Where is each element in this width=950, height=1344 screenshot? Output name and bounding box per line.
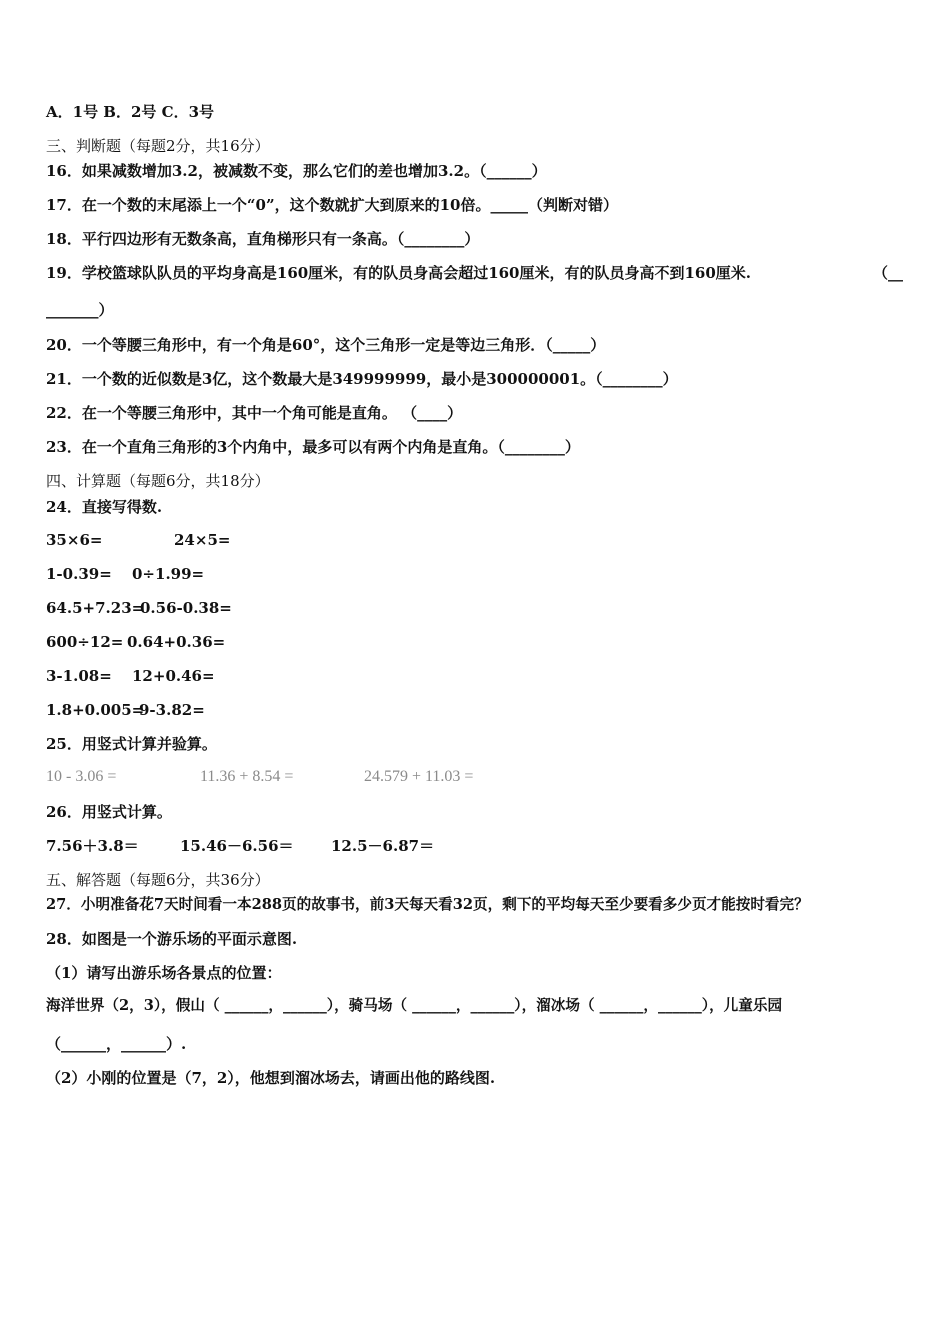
calc-row	[46, 700, 205, 720]
question-25-title: 25．用竖式计算并验算。	[46, 735, 217, 753]
question-20: 20．一个等腰三角形中，有一个角是60°，这个三角形一定是等边三角形．（_____）	[46, 336, 606, 354]
question-24-title: 24．直接写得数.	[46, 498, 163, 516]
question-28-part-2: （2）小刚的位置是（7，2），他想到溜冰场去，请画出他的路线图.	[46, 1069, 496, 1087]
question-22: 22．在一个等腰三角形中，其中一个角可能是直角。 （____）	[46, 404, 463, 422]
vertical-calc-item: 10 - 3.06 =	[46, 768, 117, 785]
question-18: 18．平行四边形有无数条高，直角梯形只有一条高。（________）	[46, 230, 480, 248]
calc-item: 3-1.08=	[46, 667, 112, 685]
calc-item: 0.56-0.38=	[140, 599, 232, 617]
question-17: 17．在一个数的末尾添上一个“0”，这个数就扩大到原来的10倍。_____（判断对错）	[46, 196, 618, 214]
question-26-title: 26．用竖式计算。	[46, 803, 172, 821]
vertical-calc-item: 15.46－6.56＝	[180, 837, 294, 855]
question-28-positions-line-1: 海洋世界（2，3），假山（ ______，______），骑马场（ ______，______），溜冰场（ ______，______），儿童乐园	[46, 997, 783, 1014]
question-19-blank-start: （__	[873, 264, 904, 282]
question-28-part-1: （1）请写出游乐场各景点的位置：	[46, 964, 282, 982]
vertical-calc-item: 11.36 + 8.54 =	[200, 768, 294, 785]
calc-item: 35×6=	[46, 531, 103, 549]
calc-item: 600÷12=	[46, 633, 124, 651]
question-19-line-1: 19．学校篮球队队员的平均身高是160厘米，有的队员身高会超过160厘米，有的队员身高不到160厘米.	[46, 264, 752, 282]
vertical-calc-item: 7.56＋3.8＝	[46, 837, 139, 855]
vertical-calc-item: 12.5－6.87＝	[331, 837, 435, 855]
question-28-positions-line-2: （______，______）.	[46, 1035, 187, 1053]
calc-item: 64.5+7.23=	[46, 599, 145, 617]
calc-item: 0÷1.99=	[132, 565, 205, 583]
calc-row	[46, 666, 215, 686]
q15-options: A．1号 B．2号 C．3号	[46, 103, 215, 121]
question-21: 21．一个数的近似数是3亿，这个数最大是349999999，最小是300000001。（________）	[46, 370, 678, 388]
question-25-items	[46, 766, 473, 788]
section-4-heading: 四、计算题（每题6分，共18分）	[46, 472, 270, 490]
calc-row	[46, 598, 232, 618]
question-27: 27．小明准备花7天时间看一本288页的故事书，前3天每天看32页，剩下的平均每天至少要看多少页才能按时看完？	[46, 896, 809, 913]
vertical-calc-item: 24.579 + 11.03 =	[364, 768, 474, 785]
calc-item: 0.64+0.36=	[127, 633, 226, 651]
calc-item: 24×5=	[174, 531, 231, 549]
calc-item: 1.8+0.005=	[46, 701, 145, 719]
section-3-heading: 三、判断题（每题2分，共16分）	[46, 137, 270, 155]
question-28-title: 28．如图是一个游乐场的平面示意图.	[46, 930, 298, 948]
question-19-line-2: _______）	[46, 301, 114, 319]
calc-item: 1-0.39=	[46, 565, 112, 583]
question-26-items	[46, 836, 434, 856]
calc-row	[46, 564, 204, 584]
calc-item: 9-3.82=	[139, 701, 205, 719]
calc-row	[46, 530, 230, 550]
calc-row	[46, 632, 225, 652]
question-16: 16．如果减数增加3.2，被减数不变，那么它们的差也增加3.2。（______）	[46, 162, 547, 180]
section-5-heading: 五、解答题（每题6分，共36分）	[46, 871, 270, 889]
calc-item: 12+0.46=	[132, 667, 215, 685]
question-23: 23．在一个直角三角形的3个内角中，最多可以有两个内角是直角。（________）	[46, 438, 580, 456]
